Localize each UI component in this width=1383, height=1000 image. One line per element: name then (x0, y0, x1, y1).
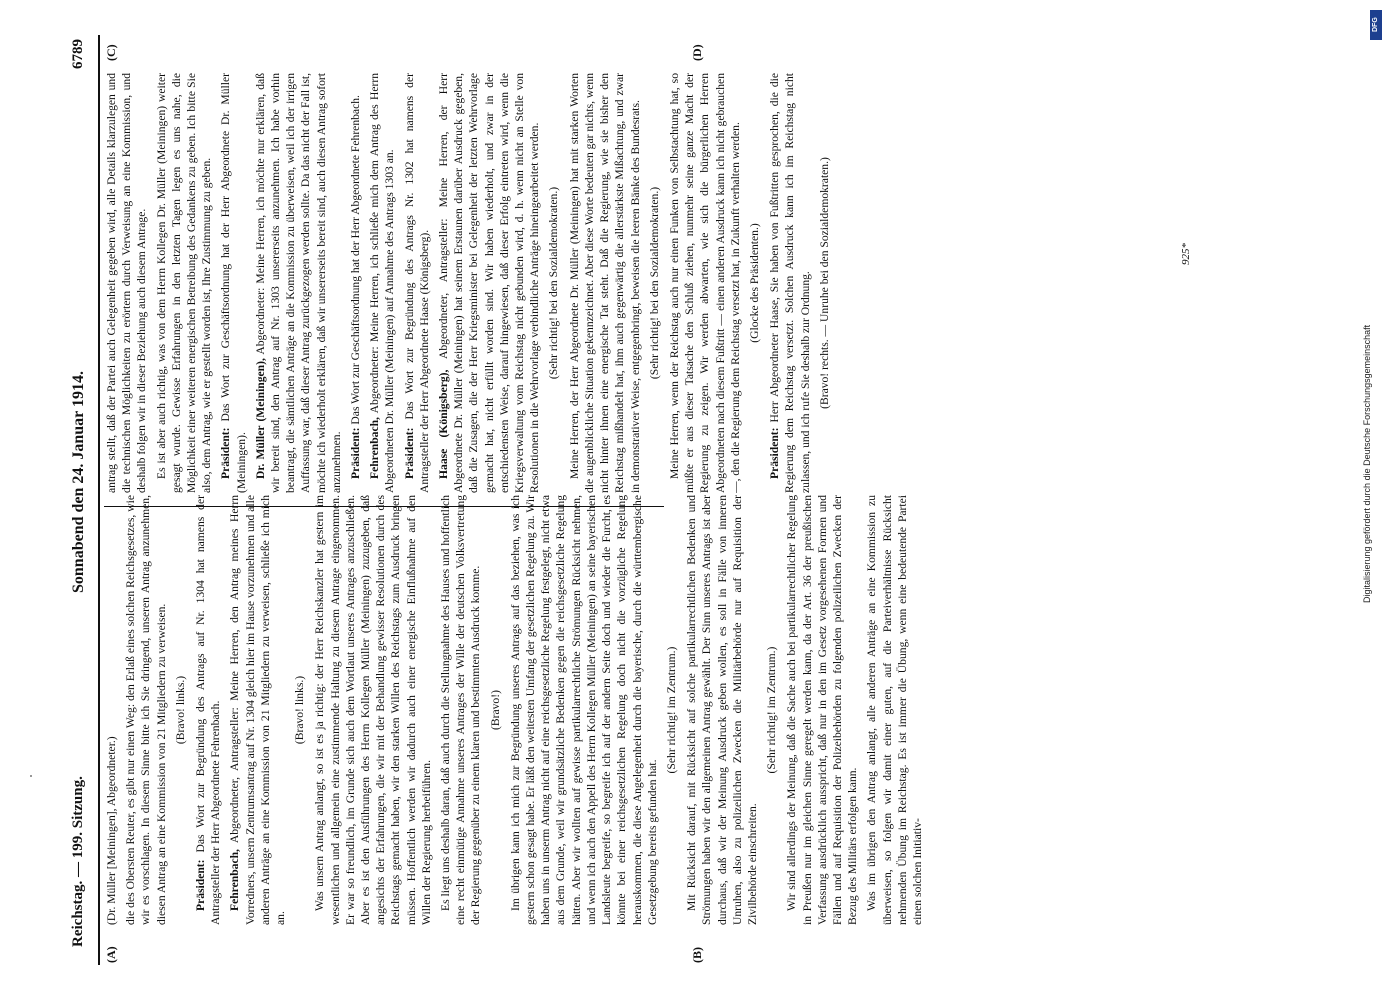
header-rule (98, 35, 100, 965)
col-left-para: Es liegt uns deshalb daran, daß auch durch die Stellungnahme des Hauses und hoffentlich eine recht einmütige Annahme unseres Antrages der Wille der deutschen Volksvertretung der Regierung gegenüber zu einem klaren und bestimmten Ausdruck komme. (439, 495, 483, 925)
dfg-credit: Digitalisierung gefördert durch die Deutsche Forschungsgemeinschaft (1362, 324, 1372, 603)
col-right-para: Präsident: Das Wort zur Geschäftsordnung hat der Herr Abgeordnete Dr. Müller (Meiningen). (219, 73, 248, 493)
speaker-name: Fehrenbach, (368, 417, 382, 479)
col-left-para: (Bravo!) (488, 690, 502, 730)
col-left-para: Mit Rücksicht darauf, mit Rücksicht auf solche partikularrechtlichen Bedenken und Strömungen haben wir den allgemeinen Antrag gewählt. Der Sinn unseres Antrags ist aber durchaus, daß wir der Meinung Ausdruck geben wollen, es soll in Fälle von inneren Unruhen, also zu polizeilichen Zwecken die Militärbehörde nur auf Requisition der Zivilbehörde einschreiten. (685, 495, 759, 925)
margin-mark-b: (B) (690, 947, 704, 963)
col-right-para: Meine Herren, der Herr Abgeordnete Dr. Müller (Meiningen) hat mit starken Worten die augenblickliche Situation gekennzeichnet. Aber diese Worte bedeuten gar nichts, wenn nicht hinter ihnen eine energische Tat steht. Daß die Regierung, wie sie bisher den Reichstag mißhandelt hat, ihm auch gegenwärtig die allerstärkste Mißachtung, und zwar in demonstrativer Weise, entgegenbringt, beweisen die leeren Bänke des Bundesrats. (567, 73, 642, 493)
col-right-para: Präsident: Herr Abgeordneter Haase, Sie haben von Fußtritten gesprochen, die die Regierung dem Reichstag versetzt. Solchen Ausdruck kann ich im Reichstag nicht zulassen, und ich rufe Sie deshalb zur Ordnung. (768, 73, 812, 493)
col-left-para: Fehrenbach, Abgeordneter, Antragsteller: Meine Herren, den Antrag meines Herrn Vorredners, unsern Zentrumsantrag auf Nr. 1304 gleich hier im Hause vorzunehmen und alle anderen Anträge an eine Kommission von 21 Mitgliedern zu verweisen, schließe ich mich an. (228, 495, 288, 925)
dfg-logo: DFG (1370, 10, 1382, 40)
speaker-name: Dr. Müller (Meiningen), (253, 358, 267, 479)
col-left-para: die des Obersten Reuter, es gibt nur einen Weg: den Erlaß eines solchen Reichsgesetzes, wie wir es vorschlagen. In diesem Sinne bitte ich Sie dringend, unseren Antrag anzunehmen, diesen Antrag an eine Kommission von 21 Mitgliedern zu verweisen. (124, 495, 168, 925)
left-column (104, 495, 1314, 925)
col-left-para: Im übrigen kann ich mich zur Begründung unseres Antrags auf das beziehen, was ich gestern schon gesagt habe. Er läßt den weitesten Umfang der gesetzlichen Regelung zu. Wir haben uns in unserm Antrag nicht auf eine reichsgesetzliche Regelung festgelegt, nicht etwa aus dem Grunde, weil wir grundsätzliche Bedenken gegen die reichsgesetzliche Regelung hätten. Aber wir wollten auf gewisse partikularrechtliche Strömungen Rücksicht nehmen, und wenn ich auch den Appell des Herrn Kollegen Müller (Meiningen) an seine bayerischen Landsleute begreife, so begreife ich auf der andern Seite doch und wieder die Furcht, es könnte bei einer reichsgesetzlichen Regelung doch nicht die vorzügliche Regelung herauskommen, die diese Angelegenheit durch die bayerische, durch die württembergische Gesetzgebung bereits gefunden hat. (508, 495, 659, 925)
col-right-para: antrag stellt, daß der Partei auch Gelegenheit gegeben wird, alle Details klarzulegen und die technischen Möglichkeiten zu erörtern durch Verweisung an eine Kommission, und deshalb folgen wir in dieser Beziehung auch diesem Antrage. (105, 73, 149, 493)
running-head-left: Reichstag. — 199. Sitzung. (70, 776, 86, 947)
col-right-para: (Bravo! rechts. — Unruhe bei den Sozialdemokraten.) (817, 157, 831, 409)
col-left-para: Was unsern Antrag anlangt, so ist es ja richtig: der Herr Reichskanzler hat gestern im wesentlichen und allgemein eine zustimmende Haltung zu diesem Antrage eingenommen. Er war so freundlich, im Grunde sich auch dem Wortlaut unseres Antrages anzuschließen. Aber es ist den Ausführungen des Herrn Kollegen Müller (Meiningen) zuzugeben, daß angesichts der Erfahrungen, die wir mit der Behandlung gewisser Resolutionen durch des Reichstags gemacht haben, wir den starken Willen des Reichstags zum Ausdruck bringen müssen. Hoffentlich werden wir dadurch auch einer energische Einflußnahme auf den Willen der Regierung herbeiführen. (313, 495, 433, 925)
speaker-name: Präsident: (194, 859, 208, 911)
speaker-name: Präsident: (768, 427, 782, 479)
col-left-para: (Sehr richtig! im Zentrum.) (664, 646, 678, 774)
col-right-para: Präsident: Das Wort zur Begründung des Antrags Nr. 1302 hat namens der Antragsteller der Herr Abgeordnete Haase (Königsberg). (402, 73, 431, 493)
right-column (104, 73, 1314, 493)
col-left-para: Was im übrigen den Antrag anlangt, alle anderen Anträge an eine Kommission zu überweisen, so folgen wir damit einer guten, auf die Parteiverhältnisse Rücksicht nehmenden Übung im Reichstag. Es ist immer die Übung, wenn eine bedeutende Partei einen solchen Initiativ- (865, 495, 924, 925)
rotated-sheet (70, 35, 1325, 965)
speaker-name: Präsident: (402, 427, 416, 479)
col-right-para: Haase (Königsberg), Abgeordneter, Antragsteller: Meine Herren, der Herr Abgeordnete Dr. Müller (Meiningen) hat seinem Erstaunen darüber Ausdruck gegeben, daß die Zusagen, die der Herr Kriegsminister bei Gelegenheit der letzten Wehrvorlage gemacht hat, nicht erfüllt worden sind. Wir haben wiederholt, und zwar in der entschiedensten Weise, darauf hingewiesen, daß dieser Erfolg eintreten wird, wenn die Kriegsverwaltung vom Reichstag nicht gebunden wird, d. h. wenn nicht an Stelle von Resolutionen in die Wehrvorlage verbindliche Anträge hineingearbeitet werden. (437, 73, 542, 493)
signature-mark: 925* (1180, 243, 1192, 265)
col-right-para: Präsident: Das Wort zur Geschäftsordnung hat der Herr Abgeordnete Fehrenbach. (349, 95, 363, 479)
margin-mark-a: (A) (104, 946, 118, 963)
digitization-footer (1356, 8, 1376, 998)
col-right-para: Dr. Müller (Meiningen), Abgeordneter: Meine Herren, ich möchte nur erklären, daß wir bereit sind, den Antrag auf Nr. 1303 unsererseits anzunehmen. Ich habe vorhin beantragt, die sämtlichen Anträge an die Kommission zu überweisen, weil ich der irrigen Auffassung war, daß dieser Antrag zurückgezogen werden sollte. Da das nicht der Fall ist, möchte ich wiederholt erklären, daß wir unsererseits bereit sind, auch diesen Antrag sofort anzunehmen. (253, 73, 343, 493)
col-left-para: Wir sind allerdings der Meinung, daß die Sache auch bei partikularrechtlicher Regelung in Preußen nur im gleichen Sinne geregelt werden kann, da der Art. 36 der preußischen Verfassung ausdrücklich ausspricht, daß nur in den im Gesetz vorgesehenen Formen und Fällen und auf Requisition der Polizeibehörden zu folgenden polizeilichen Zwecken der Bezug des Militärs erfolgen kann. (785, 495, 860, 925)
col-right-para: (Sehr richtig! bei den Sozialdemokraten.) (647, 186, 661, 380)
page-number: 6789 (70, 39, 86, 69)
col-right-para: Es ist aber auch richtig, was von dem Herrn Kollegen Dr. Müller (Meiningen) weiter gesagt wurde. Gewisse Erfahrungen in den letzten Tagen legen es uns nahe, die Möglichkeit einer weiteren energischen Betreibung des Gedankens zu geben. Ich bitte Sie also, dem Antrag, wie er gestellt worden ist, Ihre Zustimmung zu geben. (154, 73, 214, 493)
col-right-para: (Sehr richtig! bei den Sozialdemokraten.) (547, 186, 561, 380)
col-left-para: Präsident: Das Wort zur Begründung des Antrags auf Nr. 1304 hat namens der Antragsteller der Herr Abgeordnete Fehrenbach. (194, 495, 223, 925)
col-left-para: (Bravo! links.) (173, 675, 187, 745)
column-divider (104, 506, 664, 507)
col-left-para: (Dr. Müller [Meiningen], Abgeordneter.) (105, 736, 118, 925)
speaker-name: Präsident: (219, 427, 233, 479)
speaker-name: Haase (Königsberg), (437, 369, 451, 479)
col-right-para: (Glocke des Präsidenten.) (747, 223, 761, 343)
col-right-para: Fehrenbach, Abgeordneter: Meine Herren, ich schließe mich dem Antrag des Herrn Abgeordneten Dr. Müller (Meiningen) auf Annahme des Antrags 1303 an. (368, 73, 397, 493)
col-left-para: (Sehr richtig! im Zentrum.) (765, 646, 779, 774)
scan-speck (30, 775, 32, 777)
col-right-para: Meine Herren, wenn der Reichstag auch nur einen Funken von Selbstachtung hat, so müßte er aus dieser Tatsache den Schluß ziehen, nunmehr seine ganze Macht der Regierung zu zeigen. Wir werden abwarten, wie sich die bürgerlichen Herren Abgeordneten nach diesem Fußtritt — einen anderen Ausdruck kann ich nicht gebrauchen —, den die Regierung dem Reichstag versetzt hat, in Zukunft verhalten werden. (667, 73, 742, 493)
col-left-para: (Bravo! links.) (293, 675, 307, 745)
speaker-name: Präsident: (349, 427, 363, 479)
running-head-date: Sonnabend den 24. Januar 1914. (70, 371, 87, 593)
speaker-name: Fehrenbach, (228, 849, 242, 911)
margin-mark-d: (D) (690, 44, 704, 61)
margin-mark-c: (C) (104, 44, 118, 61)
